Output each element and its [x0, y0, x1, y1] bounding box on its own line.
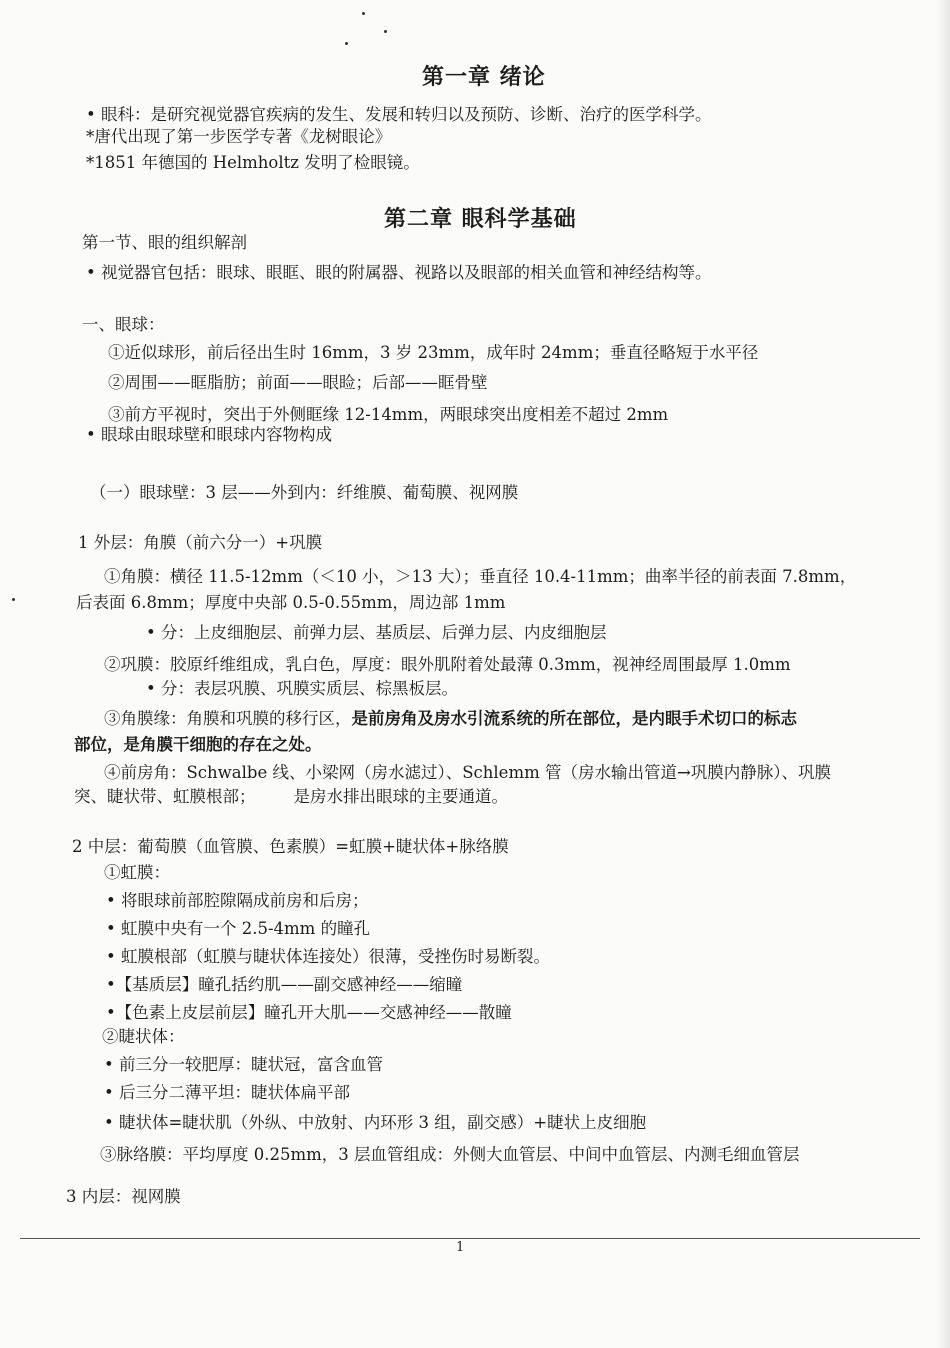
limbus-definition: ③角膜缘：角膜和巩膜的移行区，	[104, 709, 352, 728]
outer-layer-heading: 1 外层：角膜（前六分一）+巩膜	[78, 533, 323, 552]
chapter2-title: 第二章 眼科学基础	[384, 206, 577, 232]
angle-text: ④前房角：Schwalbe 线、小梁网（房水滤过）、Schlemm 管（房水输出管道→巩膜内静脉）、巩膜	[104, 763, 832, 782]
iris-item: • 虹膜中央有一个 2.5-4mm 的瞳孔	[106, 919, 371, 938]
footer-rule	[20, 1238, 920, 1239]
iris-heading: ①虹膜：	[104, 863, 170, 882]
angle-text	[74, 786, 508, 808]
sclera-text: ②巩膜：胶原纤维组成，乳白色，厚度：眼外肌附着处最薄 0.3mm，视神经周围最厚 1.0mm	[104, 655, 791, 674]
ciliary-heading: ②睫状体：	[102, 1027, 185, 1046]
middle-layer-heading: 2 中层：葡萄膜（血管膜、色素膜）=虹膜+睫状体+脉络膜	[72, 837, 509, 856]
eyeball-wall-heading: （一）眼球壁：3 层——外到内：纤维膜、葡萄膜、视网膜	[90, 483, 519, 502]
ciliary-item: • 后三分二薄平坦：睫状体扁平部	[104, 1083, 350, 1102]
eyeball-point: ①近似球形，前后径出生时 16mm，3 岁 23mm，成年时 24mm；垂直径略短于水平径	[108, 343, 759, 362]
limbus-emphasis: 是前房角及房水引流系统的所在部位，是内眼手术切口的标志	[351, 709, 797, 728]
visual-organ-note: • 视觉器官包括：眼球、眼眶、眼的附属器、视路以及眼部的相关血管和神经结构等。	[86, 263, 712, 282]
scan-speck	[384, 30, 387, 33]
sclera-layers: • 分：表层巩膜、巩膜实质层、棕黑板层。	[146, 679, 458, 698]
cornea-text: ①角膜：横径 11.5-12mm（＜10 小，＞13 大）；垂直径 10.4-11mm；曲率半径的前表面 7.8mm，	[104, 567, 857, 586]
eyeball-point: ③前方平视时，突出于外侧眶缘 12-14mm，两眼球突出度相差不超过 2mm	[108, 405, 669, 424]
scan-shadow	[936, 0, 950, 1348]
scan-speck	[362, 12, 365, 15]
angle-structures: 突、睫状带、虹膜根部；	[74, 787, 256, 806]
iris-item: • 虹膜根部（虹膜与睫状体连接处）很薄，受挫伤时易断裂。	[106, 947, 550, 966]
eyeball-heading: 一、眼球：	[82, 315, 165, 334]
ciliary-item: • 前三分一较肥厚：睫状冠，富含血管	[104, 1055, 383, 1074]
history-note: *1851 年德国的 Helmholtz 发明了检眼镜。	[86, 153, 420, 172]
iris-item: • 将眼球前部腔隙隔成前房和后房；	[106, 891, 369, 910]
cornea-text: 后表面 6.8mm；厚度中央部 0.5-0.55mm，周边部 1mm	[76, 593, 506, 612]
choroid-text: ③脉络膜：平均厚度 0.25mm，3 层血管组成：外侧大血管层、中间中血管层、内测毛细血管层	[100, 1145, 800, 1164]
chapter1-title: 第一章 绪论	[422, 64, 546, 90]
cornea-layers: • 分：上皮细胞层、前弹力层、基质层、后弹力层、内皮细胞层	[146, 623, 607, 642]
section-heading: 第一节、眼的组织解剖	[82, 233, 247, 252]
page-number: 1	[456, 1240, 465, 1255]
inner-layer-heading: 3 内层：视网膜	[66, 1187, 181, 1206]
limbus-emphasis: 部位，是角膜干细胞的存在之处。	[74, 735, 322, 754]
scan-speck	[12, 598, 15, 601]
limbus-text	[104, 708, 797, 730]
iris-item: •【色素上皮层前层】瞳孔开大肌——交感神经——散瞳	[106, 1003, 512, 1022]
angle-function: 是房水排出眼球的主要通道。	[293, 787, 508, 806]
scan-speck	[345, 42, 348, 45]
iris-item: •【基质层】瞳孔括约肌——副交感神经——缩瞳	[106, 975, 463, 994]
eyeball-point: ②周围——眶脂肪；前面——眼睑；后部——眶骨壁	[108, 373, 488, 392]
eyeball-point: • 眼球由眼球壁和眼球内容物构成	[86, 425, 332, 444]
ophthalmology-definition: • 眼科：是研究视觉器官疾病的发生、发展和转归以及预防、诊断、治疗的医学科学。	[86, 105, 712, 124]
ciliary-item: • 睫状体=睫状肌（外纵、中放射、内环形 3 组，副交感）+睫状上皮细胞	[104, 1113, 647, 1132]
history-note: *唐代出现了第一步医学专著《龙树眼论》	[86, 127, 392, 146]
